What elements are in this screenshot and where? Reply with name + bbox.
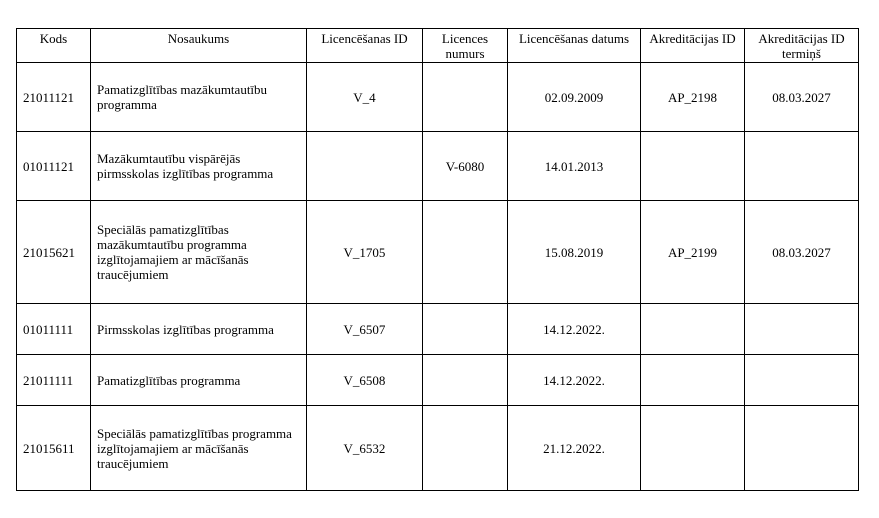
- table-row: [17, 63, 859, 132]
- cell-license-id: V_6507: [307, 304, 423, 355]
- cell-license-id: [307, 132, 423, 201]
- cell-accreditation-term: [745, 132, 859, 201]
- cell-code: 01011111: [17, 304, 91, 355]
- cell-license-number: [423, 63, 508, 132]
- cell-license-number: [423, 304, 508, 355]
- cell-license-date: 14.12.2022.: [508, 304, 641, 355]
- cell-code: 21011111: [17, 355, 91, 406]
- table-row: [17, 355, 859, 406]
- cell-name: Speciālās pamatizglītības mazākumtautību programma izglītojamajiem ar mācīšanās traucējumiem: [91, 201, 307, 304]
- cell-license-number: [423, 201, 508, 304]
- cell-name: Pirmsskolas izglītības programma: [91, 304, 307, 355]
- cell-accreditation-id: AP_2198: [641, 63, 745, 132]
- header-license-number: Licences numurs: [423, 29, 508, 63]
- cell-name: Speciālās pamatizglītības programma izglītojamajiem ar mācīšanās traucējumiem: [91, 406, 307, 491]
- cell-accreditation-term: [745, 406, 859, 491]
- education-programs-table: [16, 28, 859, 491]
- header-accreditation-term: Akreditācijas ID termiņš: [745, 29, 859, 63]
- header-name: Nosaukums: [91, 29, 307, 63]
- cell-name: Pamatizglītības programma: [91, 355, 307, 406]
- cell-code: 21015621: [17, 201, 91, 304]
- cell-license-number: [423, 406, 508, 491]
- cell-license-number: V-6080: [423, 132, 508, 201]
- cell-code: 21011121: [17, 63, 91, 132]
- cell-license-date: 02.09.2009: [508, 63, 641, 132]
- table-header-row: [17, 29, 859, 63]
- table-row: [17, 406, 859, 491]
- cell-license-id: V_1705: [307, 201, 423, 304]
- cell-name: Mazākumtautību vispārējās pirmsskolas izglītības programma: [91, 132, 307, 201]
- cell-accreditation-id: [641, 355, 745, 406]
- cell-license-id: V_4: [307, 63, 423, 132]
- cell-accreditation-id: AP_2199: [641, 201, 745, 304]
- table-row: [17, 201, 859, 304]
- cell-accreditation-term: [745, 355, 859, 406]
- cell-license-date: 14.12.2022.: [508, 355, 641, 406]
- cell-license-date: 14.01.2013: [508, 132, 641, 201]
- table-row: [17, 304, 859, 355]
- header-code: Kods: [17, 29, 91, 63]
- cell-license-date: 15.08.2019: [508, 201, 641, 304]
- cell-code: 21015611: [17, 406, 91, 491]
- cell-accreditation-id: [641, 406, 745, 491]
- cell-license-number: [423, 355, 508, 406]
- cell-license-date: 21.12.2022.: [508, 406, 641, 491]
- cell-license-id: V_6532: [307, 406, 423, 491]
- cell-accreditation-term: [745, 304, 859, 355]
- cell-name: Pamatizglītības mazākumtautību programma: [91, 63, 307, 132]
- header-accreditation-id: Akreditācijas ID: [641, 29, 745, 63]
- cell-accreditation-term: 08.03.2027: [745, 63, 859, 132]
- table-row: [17, 132, 859, 201]
- cell-code: 01011121: [17, 132, 91, 201]
- cell-accreditation-term: 08.03.2027: [745, 201, 859, 304]
- cell-accreditation-id: [641, 304, 745, 355]
- header-license-id: Licencēšanas ID: [307, 29, 423, 63]
- cell-accreditation-id: [641, 132, 745, 201]
- cell-license-id: V_6508: [307, 355, 423, 406]
- header-license-date: Licencēšanas datums: [508, 29, 641, 63]
